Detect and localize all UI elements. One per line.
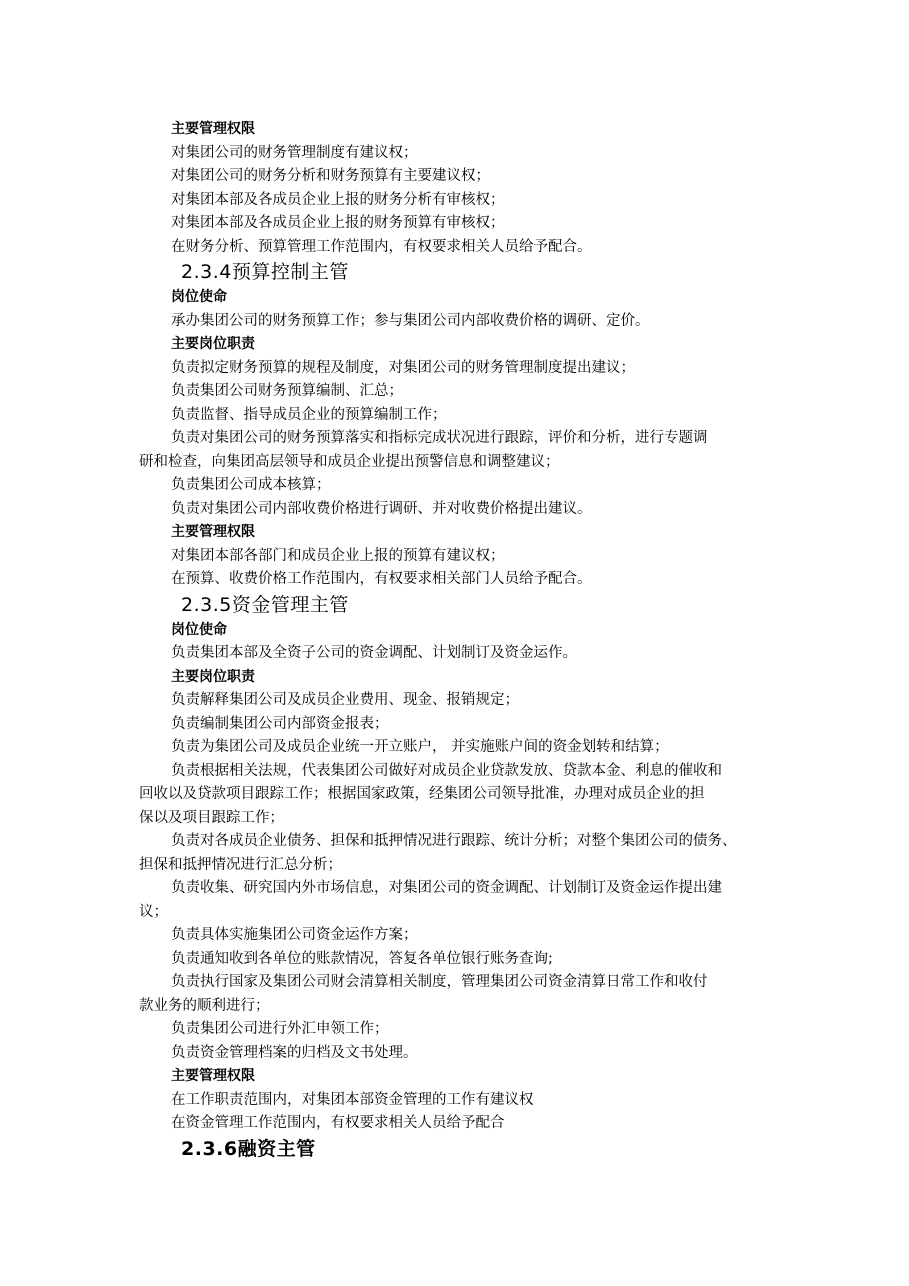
section-label: 主要岗位职责	[171, 336, 255, 352]
paragraph-line: 对集团公司的财务分析和财务预算有主要建议权；	[171, 168, 490, 184]
paragraph-line: 负责集团公司成本核算；	[171, 477, 331, 493]
paragraph-line: 对集团本部及各成员企业上报的财务分析有审核权；	[171, 191, 505, 208]
paragraph-line: 在财务分析、预算管理工作范围内，有权要求相关人员给予配合。	[171, 238, 592, 255]
paragraph-line: 负责根据相关法规，代表集团公司做好对成员企业贷款发放、贷款本金、利息的催收和	[171, 762, 722, 779]
paragraph-line: 负责拟定财务预算的规程及制度，对集团公司的财务管理制度提出建议；	[171, 359, 635, 376]
paragraph-line: 负责集团公司财务预算编制、汇总；	[171, 383, 403, 399]
paragraph-line: 对集团本部各部门和成员企业上报的预算有建议权；	[171, 547, 505, 564]
paragraph-line: 负责具体实施集团公司资金运作方案；	[171, 927, 418, 943]
paragraph-line: 负责对集团公司内部收费价格进行调研、并对收费价格提出建议。	[171, 500, 592, 517]
section-heading: 2.3.6融资主管	[181, 1137, 316, 1160]
paragraph-line: 议；	[139, 903, 168, 920]
section-heading: 2.3.4预算控制主管	[181, 261, 349, 283]
section-label: 主要岗位职责	[171, 668, 255, 685]
paragraph-line: 负责为集团公司及成员企业统一开立账户， 并实施账户间的资金划转和结算；	[171, 739, 669, 755]
section-label: 岗位使命	[171, 289, 227, 305]
paragraph-line: 负责资金管理档案的归档及文书处理。	[171, 1044, 418, 1061]
paragraph-line: 款业务的顺利进行；	[139, 997, 270, 1014]
document-body	[139, 118, 784, 1163]
section-label: 主要管理权限	[171, 1068, 255, 1084]
paragraph-line: 负责解释集团公司及成员企业费用、现金、报销规定；	[171, 692, 519, 708]
paragraph-line: 保以及项目跟踪工作；	[139, 809, 284, 826]
paragraph-line: 负责收集、研究国内外市场信息，对集团公司的资金调配、计划制订及资金运作提出建	[171, 880, 722, 896]
paragraph-line: 在工作职责范围内，对集团本部资金管理的工作有建议权	[171, 1091, 534, 1108]
paragraph-line: 负责通知收到各单位的账款情况，答复各单位银行账务查询;	[171, 950, 553, 967]
section-label: 岗位使命	[171, 621, 227, 638]
paragraph-line: 研和检查，向集团高层领导和成员企业提出预警信息和调整建议；	[139, 453, 560, 470]
paragraph-line: 在资金管理工作范围内，有权要求相关人员给予配合	[171, 1115, 505, 1131]
section-heading: 2.3.5资金管理主管	[181, 593, 349, 616]
paragraph-line: 负责监督、指导成员企业的预算编制工作；	[171, 406, 447, 423]
paragraph-line: 在预算、收费价格工作范围内，有权要求相关部门人员给予配合。	[171, 571, 592, 587]
paragraph-line: 负责编制集团公司内部资金报表；	[171, 715, 389, 732]
paragraph-line: 担保和抵押情况进行汇总分析；	[139, 856, 342, 873]
paragraph-line: 负责集团公司进行外汇申领工作；	[171, 1021, 389, 1037]
paragraph-line: 对集团公司的财务管理制度有建议权；	[171, 144, 418, 161]
paragraph-line: 对集团本部及各成员企业上报的财务预算有审核权；	[171, 215, 505, 231]
paragraph-line: 负责集团本部及全资子公司的资金调配、计划制订及资金运作。	[171, 645, 577, 661]
paragraph-line: 负责对集团公司的财务预算落实和指标完成状况进行跟踪，评价和分析，进行专题调	[171, 430, 708, 446]
paragraph-line: 负责对各成员企业债务、担保和抵押情况进行跟踪、统计分析；对整个集团公司的债务、	[171, 833, 737, 849]
paragraph-line: 回收以及贷款项目跟踪工作；根据国家政策，经集团公司领导批准，办理对成员企业的担	[139, 786, 705, 802]
paragraph-line: 承办集团公司的财务预算工作；参与集团公司内部收费价格的调研、定价。	[171, 312, 650, 329]
section-label: 主要管理权限	[171, 121, 255, 137]
paragraph-line: 负责执行国家及集团公司财会清算相关制度，管理集团公司资金清算日常工作和收付	[171, 974, 708, 990]
section-label: 主要管理权限	[171, 524, 255, 540]
